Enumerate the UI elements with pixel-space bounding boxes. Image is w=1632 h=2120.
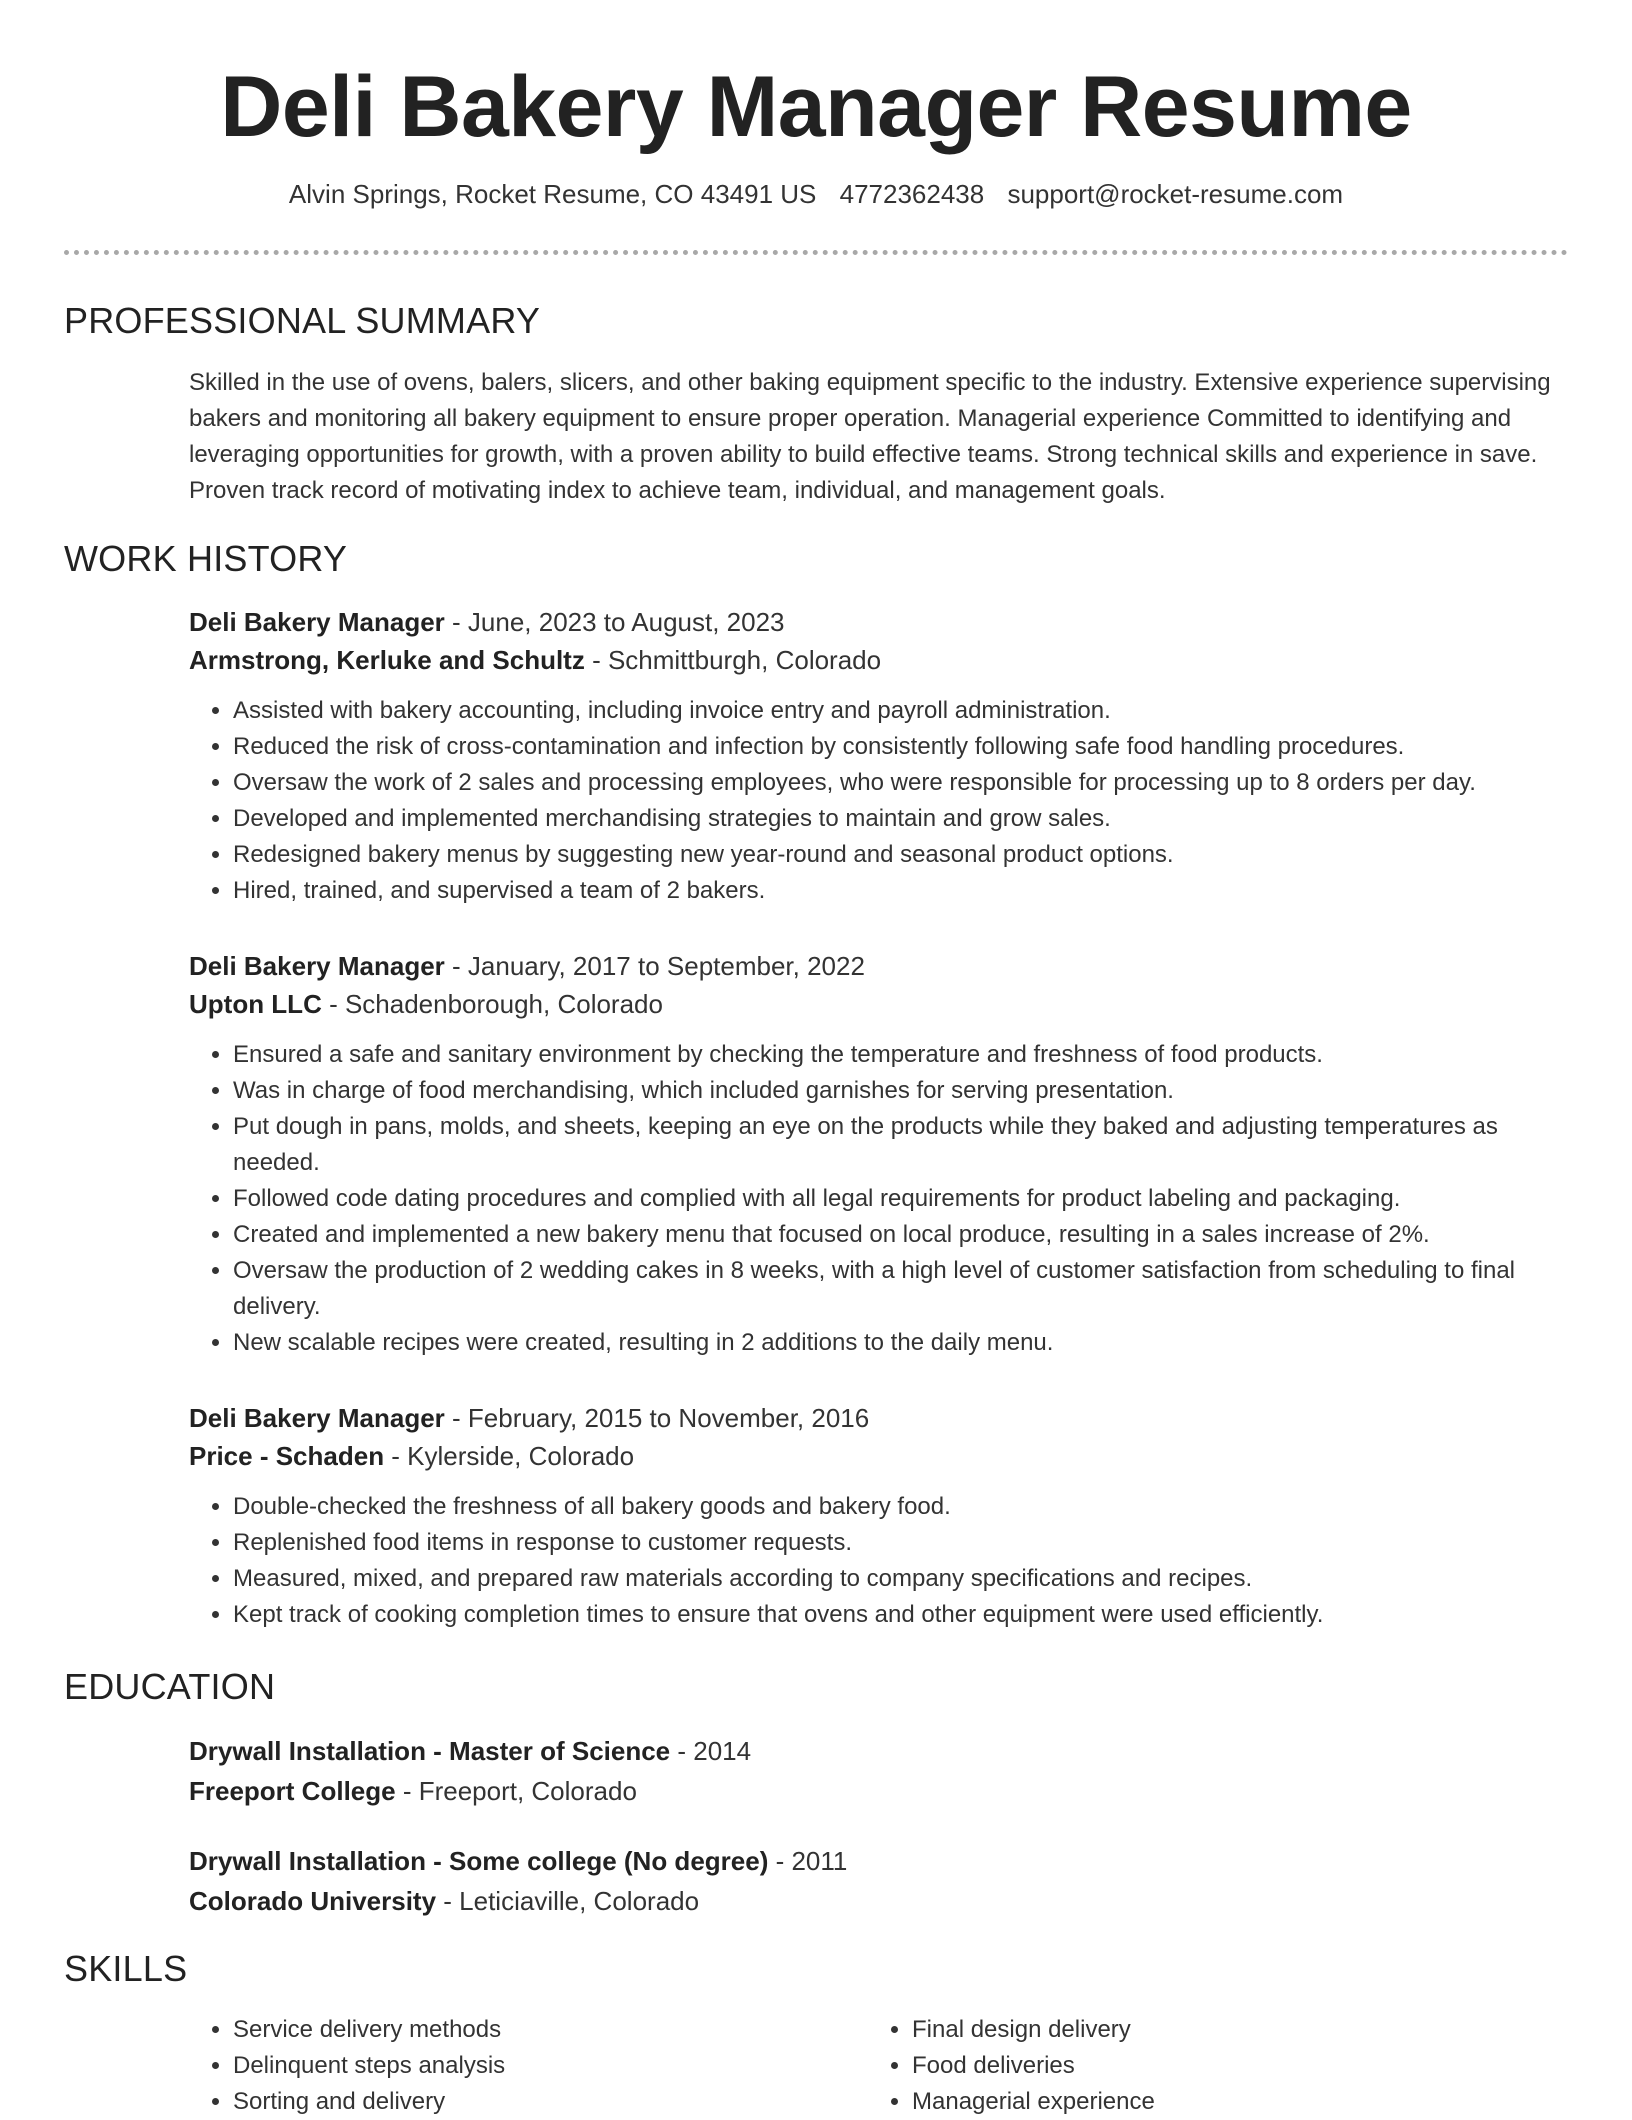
job-company-line — [189, 641, 1559, 679]
list-item: • New scalable recipes were created, resulting in 2 additions to the daily menu. — [233, 1325, 1559, 1361]
edu-degree-line — [189, 1841, 1559, 1881]
section-heading-education: EDUCATION — [64, 1666, 276, 1707]
list-item: • Sorting and delivery — [233, 2084, 505, 2120]
list-item: • Reduced the risk of cross-contamination and infection by consistently following safe food handling procedures. — [233, 729, 1559, 765]
job-entry-3 — [189, 1399, 1559, 1633]
job-title: Deli Bakery Manager — [189, 951, 445, 981]
job-bullets — [189, 1489, 1559, 1633]
contact-phone: 4772362438 — [839, 179, 985, 209]
list-item: • Food deliveries — [912, 2048, 1155, 2084]
list-item: • Developed and implemented merchandising strategies to maintain and grow sales. — [233, 801, 1559, 837]
list-item: • Followed code dating procedures and complied with all legal requirements for product labeling and packaging. — [233, 1181, 1559, 1217]
list-item: • Replenished food items in response to customer requests. — [233, 1525, 1559, 1561]
education-entry-1 — [189, 1731, 1559, 1811]
list-item: • Double-checked the freshness of all bakery goods and bakery food. — [233, 1489, 1559, 1525]
job-location: - Schmittburgh, Colorado — [584, 645, 882, 675]
job-entry-1 — [189, 603, 1559, 909]
edu-school-line — [189, 1771, 1559, 1811]
job-company-line — [189, 1437, 1559, 1475]
skills-list-left — [189, 2012, 505, 2120]
contact-email: support@rocket-resume.com — [1007, 179, 1344, 209]
job-company: Upton LLC — [189, 989, 322, 1019]
job-dates: - January, 2017 to September, 2022 — [444, 951, 865, 981]
job-company: Armstrong, Kerluke and Schultz — [189, 645, 585, 675]
list-item: • Ensured a safe and sanitary environment by checking the temperature and freshness of food products. — [233, 1037, 1559, 1073]
skills-list-right — [868, 2012, 1155, 2120]
edu-year: - 2011 — [768, 1846, 848, 1876]
job-title-line — [189, 947, 1559, 985]
header-divider — [64, 250, 1568, 255]
summary-text: Skilled in the use of ovens, balers, slicers, and other baking equipment specific to the industry. Extensive experience supervising bakers and monitoring all bakery equipment to ensure proper operation. Managerial experience Committed to identifying and leveraging opportunities for growth, with a proven ability to build effective teams. Strong technical skills and experience in save. Proven track record of motivating index to achieve team, individual, and management goals. — [189, 369, 1551, 504]
job-location: - Schadenborough, Colorado — [321, 989, 663, 1019]
list-item: • Put dough in pans, molds, and sheets, keeping an eye on the products while they baked and adjusting temperatures as needed. — [233, 1109, 1559, 1181]
edu-school: Colorado University — [189, 1886, 437, 1916]
list-item: • Assisted with bakery accounting, including invoice entry and payroll administration. — [233, 693, 1559, 729]
list-item: • Was in charge of food merchandising, which included garnishes for serving presentation. — [233, 1073, 1559, 1109]
job-title-line — [189, 603, 1559, 641]
job-bullets — [189, 693, 1559, 909]
list-item: • Measured, mixed, and prepared raw materials according to company specifications and recipes. — [233, 1561, 1559, 1597]
list-item: • Oversaw the production of 2 wedding cakes in 8 weeks, with a high level of customer satisfaction from scheduling to final delivery. — [233, 1253, 1559, 1325]
contact-line — [0, 178, 1632, 210]
edu-degree-line — [189, 1731, 1559, 1771]
edu-degree: Drywall Installation - Some college (No degree) — [189, 1846, 769, 1876]
contact-address: Alvin Springs, Rocket Resume, CO 43491 US — [288, 179, 817, 209]
edu-location: - Freeport, Colorado — [395, 1776, 637, 1806]
job-dates: - June, 2023 to August, 2023 — [444, 607, 785, 637]
list-item: • Managerial experience — [912, 2084, 1155, 2120]
job-title: Deli Bakery Manager — [189, 607, 445, 637]
education-entry-2 — [189, 1841, 1559, 1921]
list-item: • Final design delivery — [912, 2012, 1155, 2048]
section-heading-summary: PROFESSIONAL SUMMARY — [64, 300, 541, 341]
job-dates: - February, 2015 to November, 2016 — [444, 1403, 870, 1433]
list-item: • Oversaw the work of 2 sales and processing employees, who were responsible for processing up to 8 orders per day. — [233, 765, 1559, 801]
section-heading-skills: SKILLS — [64, 1948, 188, 1989]
job-company-line — [189, 985, 1559, 1023]
list-item: • Kept track of cooking completion times to ensure that ovens and other equipment were used efficiently. — [233, 1597, 1559, 1633]
list-item: • Hired, trained, and supervised a team of 2 bakers. — [233, 873, 1559, 909]
job-company: Price - Schaden — [189, 1441, 385, 1471]
list-item: • Redesigned bakery menus by suggesting new year-round and seasonal product options. — [233, 837, 1559, 873]
job-title: Deli Bakery Manager — [189, 1403, 445, 1433]
list-item: • Created and implemented a new bakery menu that focused on local produce, resulting in a sales increase of 2%. — [233, 1217, 1559, 1253]
list-item: • Service delivery methods — [233, 2012, 505, 2048]
job-entry-2 — [189, 947, 1559, 1361]
edu-degree: Drywall Installation - Master of Science — [189, 1736, 671, 1766]
edu-year: - 2014 — [670, 1736, 752, 1766]
job-location: - Kylerside, Colorado — [384, 1441, 635, 1471]
resume-title: Deli Bakery Manager Resume — [220, 59, 1412, 155]
section-heading-work: WORK HISTORY — [64, 538, 348, 579]
edu-location: - Leticiaville, Colorado — [436, 1886, 700, 1916]
job-bullets — [189, 1037, 1559, 1361]
edu-school-line — [189, 1881, 1559, 1921]
edu-school: Freeport College — [189, 1776, 396, 1806]
list-item: • Delinquent steps analysis — [233, 2048, 505, 2084]
job-title-line — [189, 1399, 1559, 1437]
